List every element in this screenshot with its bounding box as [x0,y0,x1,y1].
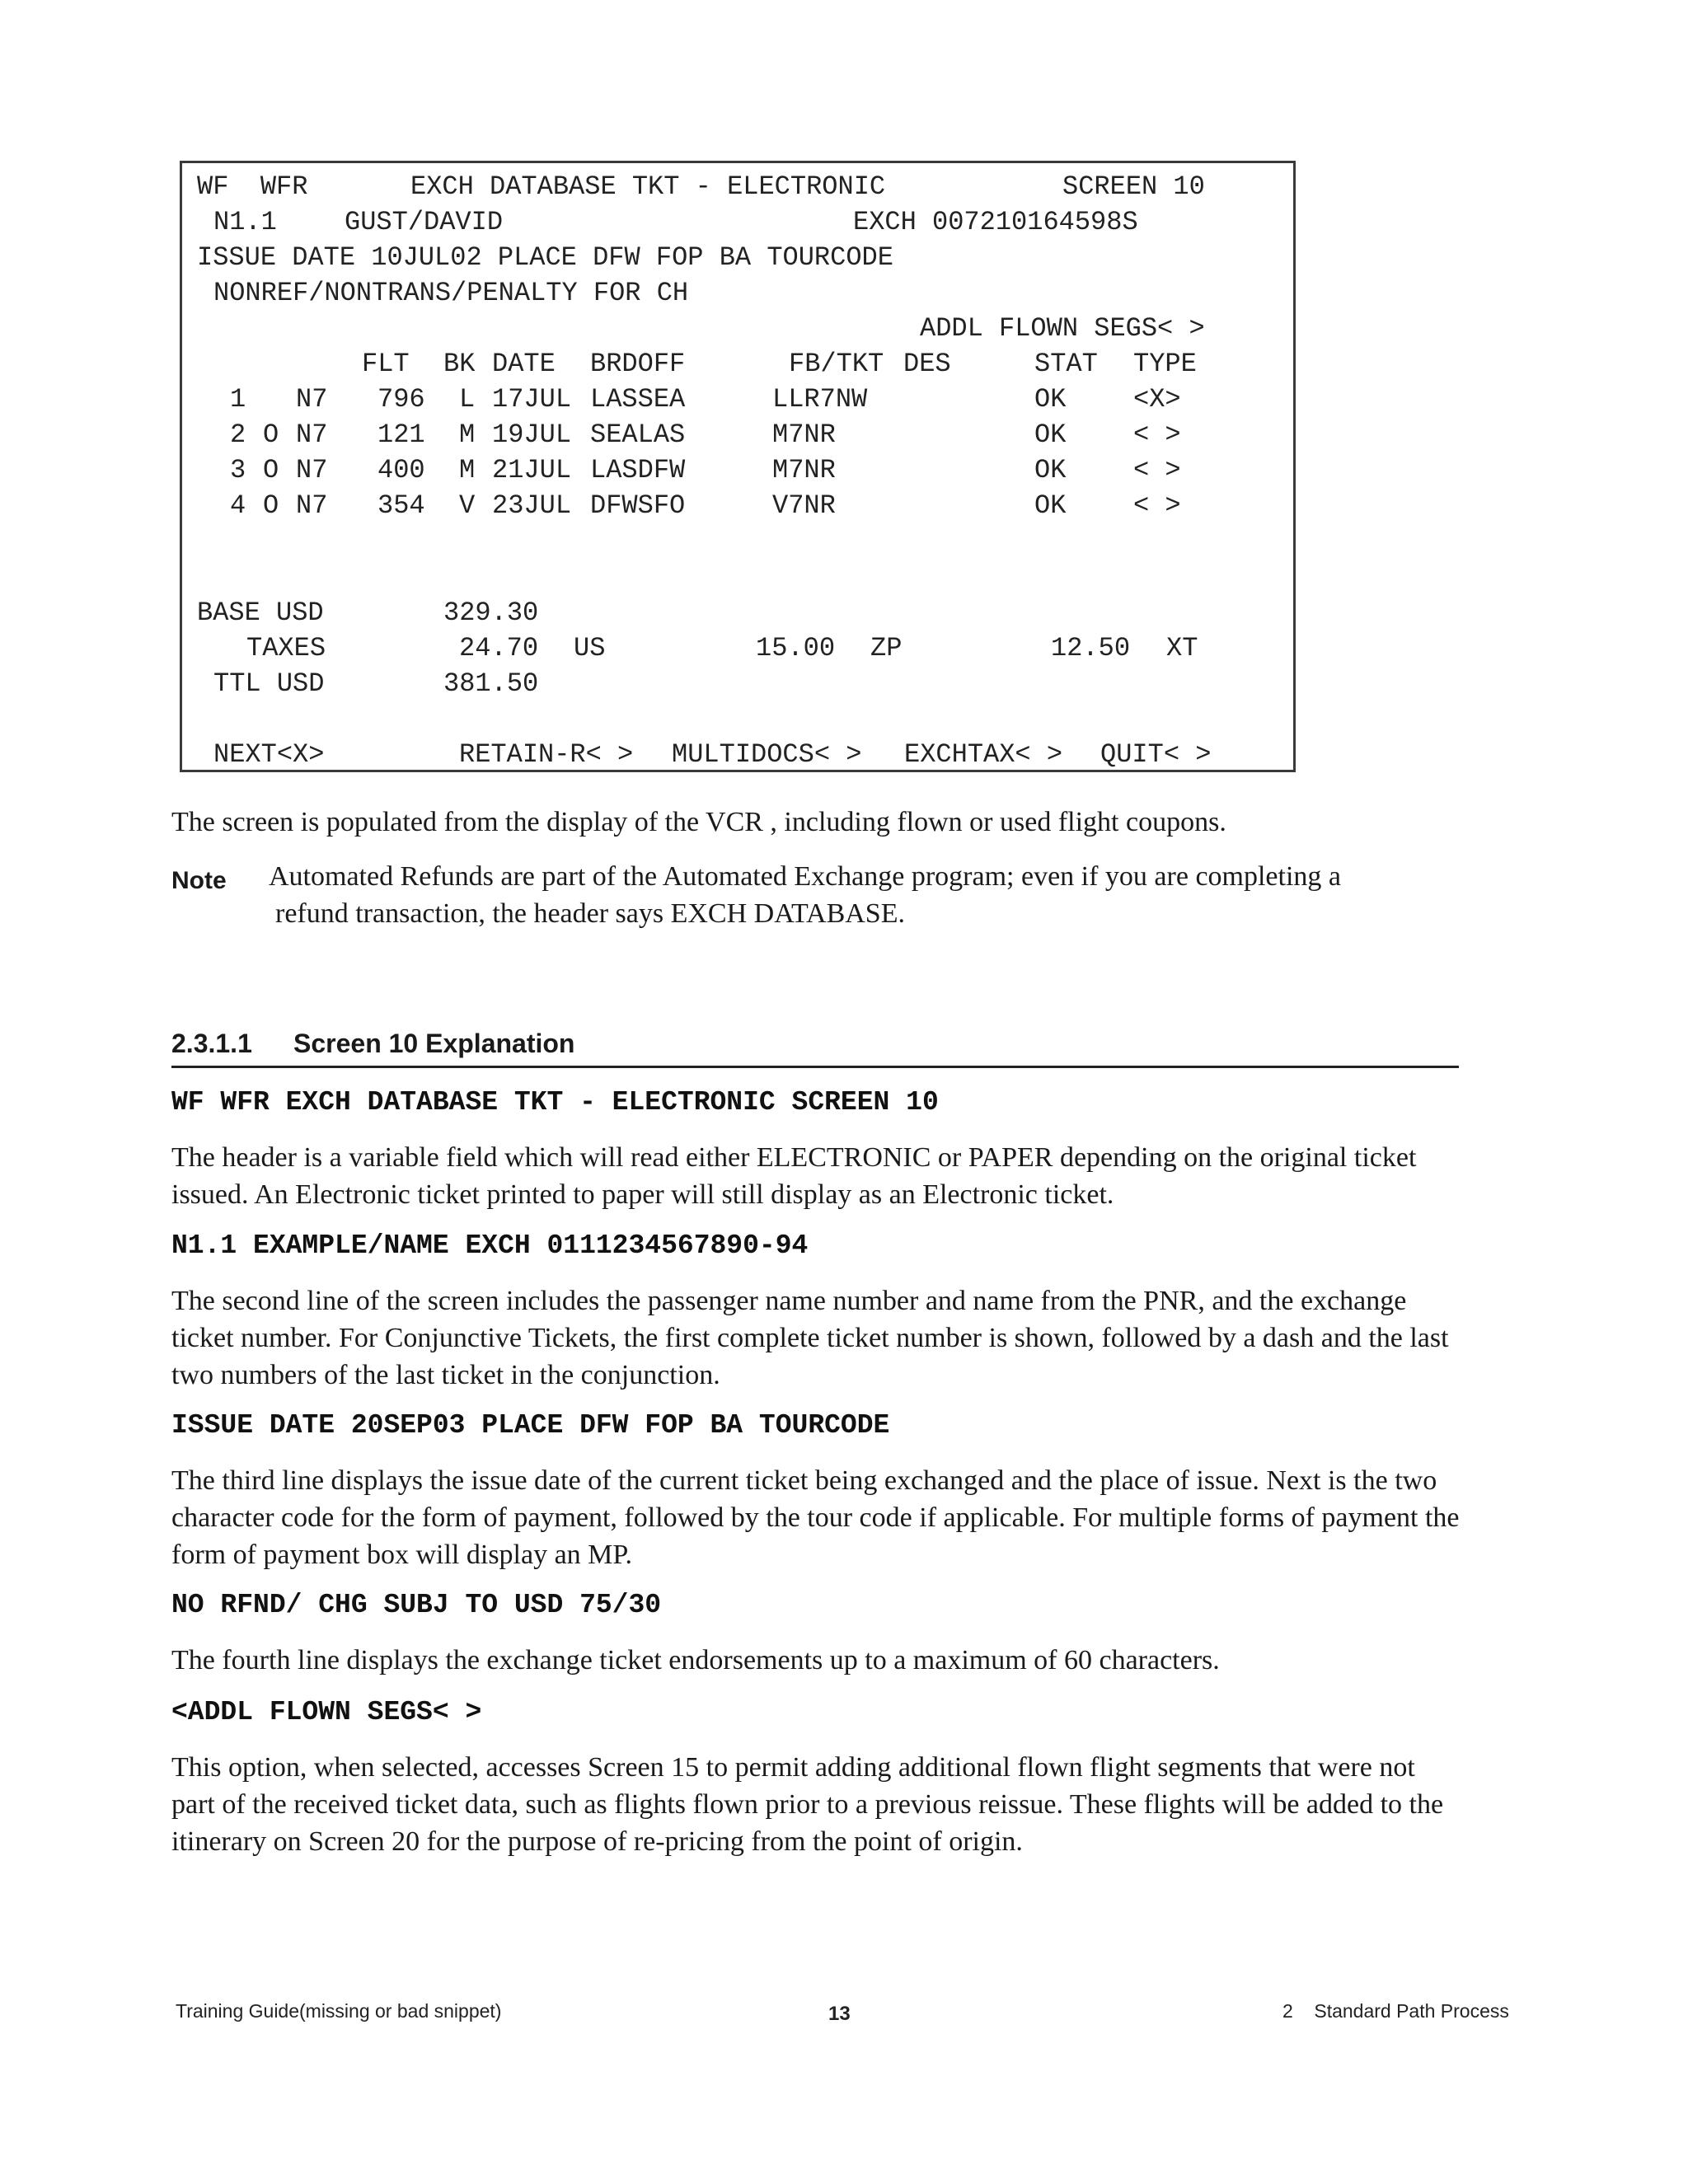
segment-type-checkbox[interactable]: < > [1133,419,1181,450]
segment-row [182,418,1181,452]
segment-number: 4 [230,490,246,521]
field-description: The fourth line displays the exchange ticket endorsements up to a maximum of 60 characters. [171,1645,1220,1675]
segment-city-pair: SEALAS [590,419,686,450]
segment-column-headers [182,347,1197,382]
segment-carrier: N7 [296,419,328,450]
segment-row [182,382,1181,417]
section-number: 2.3.1.1 [171,1029,252,1058]
terminal-screen-number: SCREEN 10 [1062,171,1205,202]
screen-caption: The screen is populated from the display of the VCR , including flown or used flight coupons. [171,807,1226,837]
field-description: The third line displays the issue date of the current ticket being exchanged and the place of issue. Next is the two character code for the form of payment, followed by the tour code if applicable. For multiple forms of payment the form of payment box will display an MP. [171,1465,1460,1570]
exchange-ticket-number: EXCH 007210164598S [853,207,1138,237]
quit-option[interactable]: QUIT< > [1100,739,1212,770]
field-description: The second line of the screen includes the passenger name number and name from the PNR, and the exchange ticket number. For Conjunctive Tickets, the first complete ticket number is shown, followed by a dash and the last two numbers of the last ticket in the conjunction. [171,1286,1449,1390]
segment-city-pair: LASSEA [590,384,686,415]
tax-code: ZP [870,633,903,663]
section-title: Screen 10 Explanation [293,1029,575,1058]
segment-booking-class: V [459,490,476,521]
segment-row [182,453,1181,488]
addl-flown-segs-option[interactable]: ADDL FLOWN SEGS< > [920,313,1205,344]
footer-document-title: Training Guide(missing or bad snippet) [176,2000,502,2022]
note-label: Note [171,867,227,894]
segment-type-checkbox[interactable]: < > [1133,490,1181,521]
segment-booking-class: M [459,419,476,450]
field-heading: <ADDL FLOWN SEGS< > [171,1697,482,1727]
segment-fare-basis: LLR7NW [772,384,868,415]
terminal-header-row [182,170,1205,204]
segment-flight: 354 [377,490,425,521]
issue-line: ISSUE DATE 10JUL02 PLACE DFW FOP BA TOURCODE [197,242,893,273]
next-option[interactable]: NEXT<X> [213,739,325,770]
segment-carrier: N7 [296,490,328,521]
footer-chapter: 2 Standard Path Process [1282,2000,1509,2022]
segment-type-checkbox[interactable]: < > [1133,455,1181,485]
segment-open-flag: O [263,419,279,450]
segment-row [182,489,1181,523]
tax-amount: 24.70 [459,633,539,663]
total-value: 381.50 [443,668,539,699]
footer-page-number: 13 [828,2003,851,2025]
terminal-system-code: WF WFR [197,171,308,202]
segment-flight: 121 [377,419,425,450]
segment-fare-basis: M7NR [772,419,836,450]
segment-number: 1 [230,384,246,415]
field-heading: NO RFND/ CHG SUBJ TO USD 75/30 [171,1590,662,1620]
field-description: This option, when selected, accesses Screen 15 to permit adding additional flown flight segments that were not part of the received ticket data, such as flights flown prior to a previous reissue. These flights will be added to the itinerary on Screen 20 for the purpose of re-pricing from the point of origin. [171,1752,1444,1857]
col-flt: FLT [362,349,410,379]
exchtax-option[interactable]: EXCHTAX< > [904,739,1063,770]
tax-code: US [574,633,606,663]
section-heading [171,1027,1459,1068]
segment-number: 2 [230,419,246,450]
field-heading: ISSUE DATE 20SEP03 PLACE DFW FOP BA TOURCODE [171,1410,890,1441]
segment-city-pair: DFWSFO [590,490,686,521]
terminal-action-row [182,738,1212,772]
segment-flight: 796 [377,384,425,415]
segment-city-pair: LASDFW [590,455,686,485]
col-date: DATE [492,349,556,379]
passenger-number: N1.1 [213,207,277,237]
col-fb-tkt: FB/TKT [789,349,884,379]
note-text [269,858,1472,932]
segment-booking-class: M [459,455,476,485]
field-heading: N1.1 EXAMPLE/NAME EXCH 0111234567890-94 [171,1230,809,1261]
segment-type-checkbox[interactable]: <X> [1133,384,1181,415]
taxes-row [182,631,1198,666]
base-fare-label: BASE USD [197,598,324,628]
tax-amount: 15.00 [756,633,836,663]
segment-flight: 400 [377,455,425,485]
field-description: The header is a variable field which will read either ELECTRONIC or PAPER depending on the original ticket issued. An Electronic ticket printed to paper will still display as an Electronic ticket. [171,1142,1417,1210]
terminal-issue-row [182,241,893,275]
total-label: TTL USD [213,668,325,699]
multidocs-option[interactable]: MULTIDOCS< > [672,739,862,770]
taxes-label: TAXES [246,633,326,663]
base-fare-row [182,596,539,630]
terminal-endorsement-row [182,276,689,311]
segment-date: 17JUL [492,384,572,415]
tax-code: XT [1166,633,1198,663]
segment-date: 19JUL [492,419,572,450]
retain-option[interactable]: RETAIN-R< > [459,739,634,770]
tax-amount: 12.50 [1051,633,1131,663]
terminal-screenshot [180,161,1296,772]
terminal-name-row [182,205,1138,240]
total-row [182,667,539,701]
endorsement-text: NONREF/NONTRANS/PENALTY FOR CH [213,278,689,308]
col-stat: STAT [1034,349,1098,379]
segment-fare-basis: M7NR [772,455,836,485]
base-fare-value: 329.30 [443,598,539,628]
segment-date: 21JUL [492,455,572,485]
col-des: DES [903,349,951,379]
field-heading: WF WFR EXCH DATABASE TKT - ELECTRONIC SCREEN 10 [171,1087,939,1118]
segment-open-flag: O [263,455,279,485]
segment-fare-basis: V7NR [772,490,836,521]
terminal-screen-title: EXCH DATABASE TKT - ELECTRONIC [410,171,886,202]
segment-carrier: N7 [296,455,328,485]
col-bk: BK [443,349,476,379]
segment-date: 23JUL [492,490,572,521]
segment-number: 3 [230,455,246,485]
segment-carrier: N7 [296,384,328,415]
segment-open-flag: O [263,490,279,521]
segment-status: OK [1034,455,1067,485]
segment-booking-class: L [459,384,476,415]
passenger-name: GUST/DAVID [345,207,504,237]
segment-status: OK [1034,419,1067,450]
col-type: TYPE [1133,349,1197,379]
note-line-2: refund transaction, the header says EXCH DATABASE. [275,898,905,929]
segment-status: OK [1034,490,1067,521]
col-brdoff: BRDOFF [590,349,686,379]
segment-status: OK [1034,384,1067,415]
terminal-addl-row [182,312,1205,346]
note-line-1: Automated Refunds are part of the Automated Exchange program; even if you are completing a [269,861,1341,892]
